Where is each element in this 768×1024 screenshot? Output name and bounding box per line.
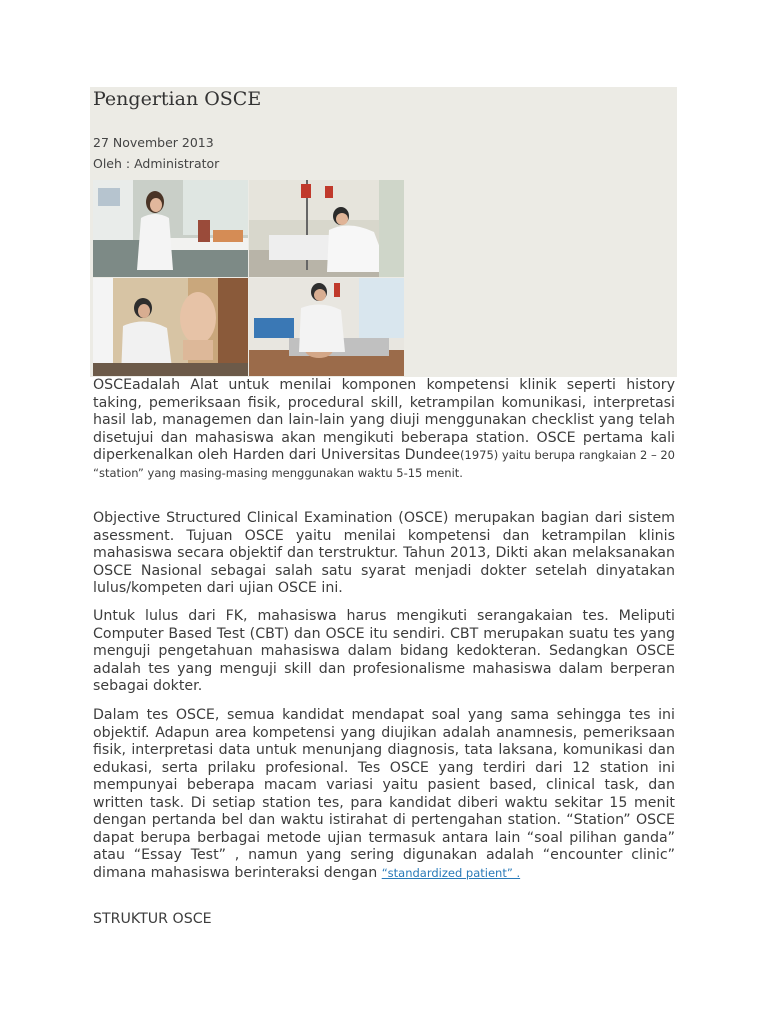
paragraph-graduation-tests: Untuk lulus dari FK, mahasiswa harus mengikuti serangakaian tes. Meliputi Computer Based Test (CBT) dan OSCE itu sendiri. CBT merupakan suatu tes yang menguji pengetahuan mahasiswa dalam bidang kedokteran. Sedangkan OSCE adalah tes yang menguji skill dan profesionalisme mahasiswa dalam berperan sebagai dokter. [93, 608, 675, 694]
photo-doctor-with-iv-manikin [249, 180, 404, 277]
paragraph-osce-objective: Objective Structured Clinical Examination (OSCE) merupakan bagian dari sistem asessment. Tujuan OSCE yaitu menilai kompetensi dan ketrampilan klinis mahasiswa secara objektif dan terstruktur. Tahun 2013, Dikti akan melaksanakan OSCE Nasional sebagai salah satu syarat menjadi dokter setelah dinyatakan lulus/kompeten dari ujian OSCE ini. [93, 510, 675, 596]
heading-struktur-osce: STRUKTUR OSCE [93, 911, 212, 927]
article-author: Oleh : Administrator [93, 156, 220, 171]
photo-collage [93, 180, 404, 376]
paragraph-osce-definition-main: OSCEadalah Alat untuk menilai komponen kompetensi klinik seperti history taking, pemeriksaan fisik, procedural skill, ketrampilan komunikasi, interpretasi hasil lab, managemen dan lain-lain yang diuji menggunakan checklist yang telah disetujui dan mahasiswa akan mengikuti beberapa station. OSCE pertama kali diperkenalkan oleh Harden dari Universitas Dundee [93, 377, 675, 463]
paragraph-osce-definition-small: (1975) yaitu berupa rangkaian 2 – 20 “station” yang masing-masing menggunakan waktu 5-15 menit. [93, 448, 675, 480]
standardized-patient-link[interactable]: “standardized patient” . [381, 865, 521, 880]
paragraph-osce-details-text: Dalam tes OSCE, semua kandidat mendapat soal yang sama sehingga tes ini objektif. Adapun area kompetensi yang diujikan adalah anamnesis, pemeriksaan fisik, interpretasi data untuk menunjang diagnosis, tata laksana, komunikasi dan edukasi, serta prilaku profesional. Tes OSCE yang terdiri dari 12 station ini mempunyai beberapa macam variasi yaitu pasient based, clinical task, dan written task. Di setiap station tes, para kandidat diberi waktu sekitar 15 menit dengan pertanda bel dan waktu istirahat di pertengahan station. “Station” OSCE dapat berupa berbagai metode ujian termasuk antara lain “soal pilihan ganda” atau “Essay Test” , namun yang sering digunakan adalah “encounter clinic” dimana mahasiswa berinteraksi dengan [93, 707, 675, 881]
photo-doctor-with-patient-bed [249, 278, 404, 376]
paragraph-osce-definition [93, 377, 675, 482]
paragraph-osce-details [93, 707, 675, 882]
photo-doctor-with-torso-model [93, 278, 248, 376]
photo-doctor-examining-patient [93, 180, 248, 277]
article-title: Pengertian OSCE [93, 88, 262, 110]
article-date: 27 November 2013 [93, 135, 214, 150]
